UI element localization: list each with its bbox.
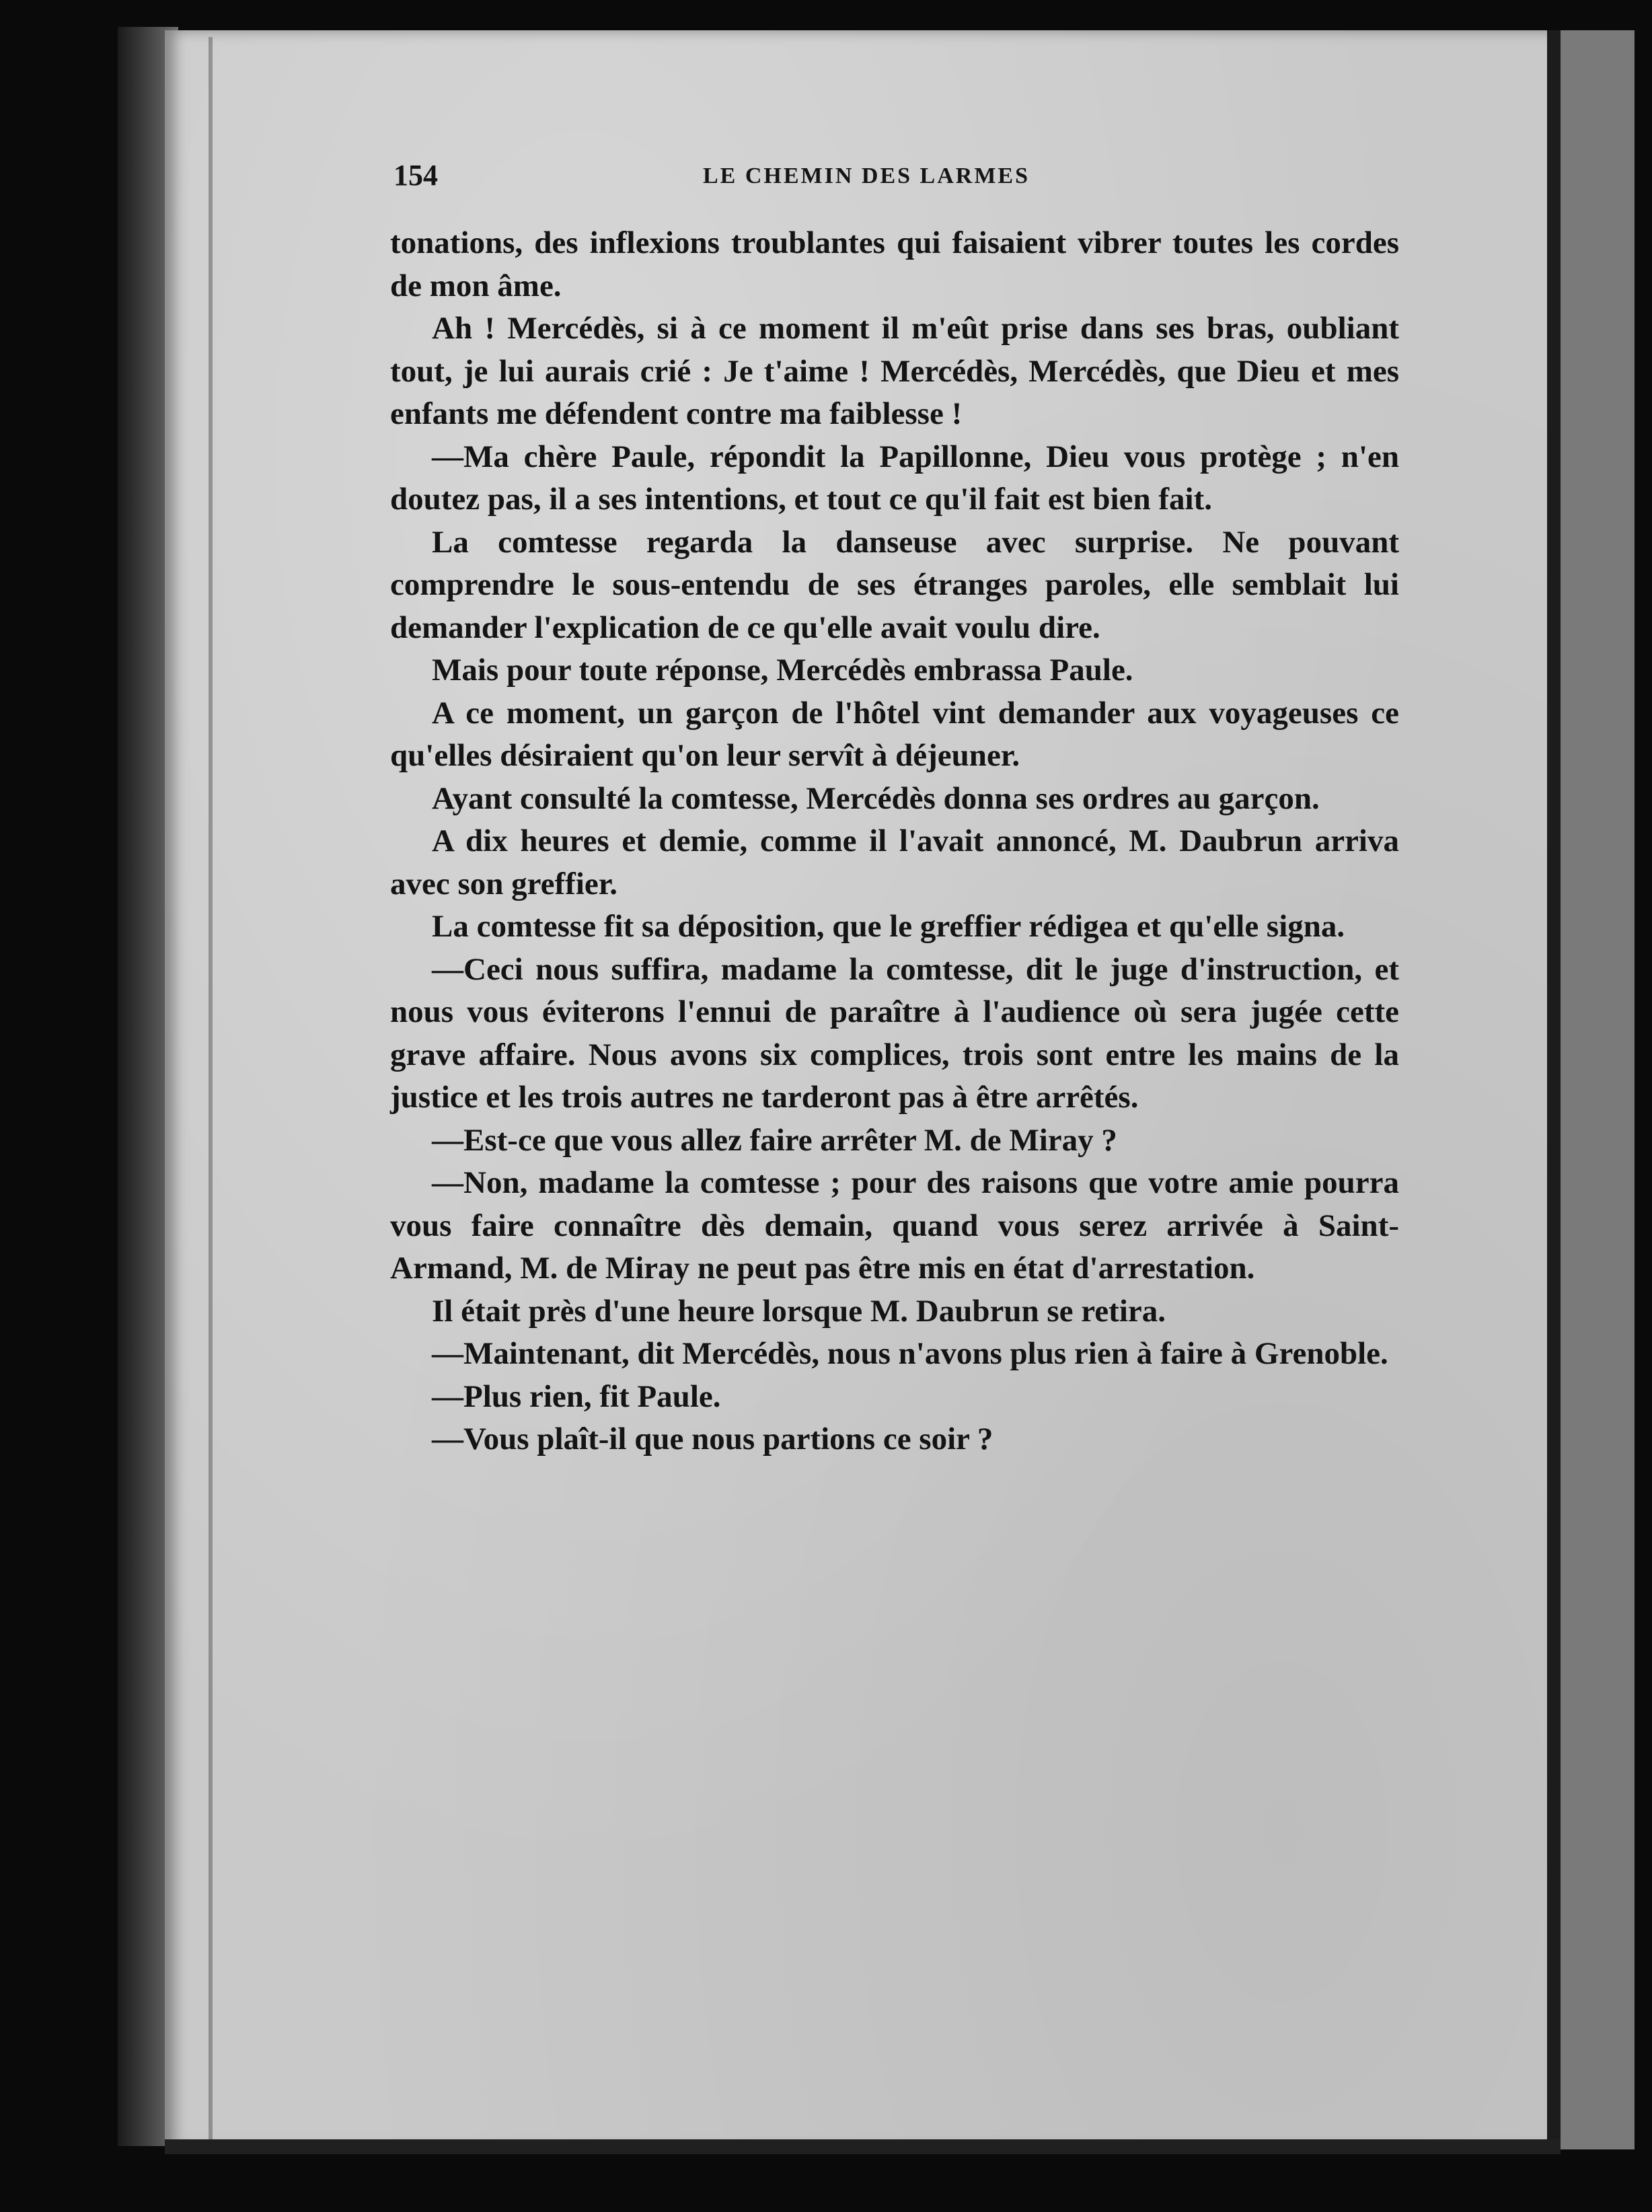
paragraph: —Plus rien, fit Paule. [432, 1378, 721, 1414]
paragraph: La comtesse fit sa déposition, que le greffier rédigea et qu'elle signa. [432, 909, 1345, 944]
paragraph: —Ceci nous suffira, madame la comtesse, dit le juge d'instruction, et nous vous éviterons l'ennui de paraître à l'audience où sera jugée cette grave affaire. Nous avons six complices, trois sont entre les mains de la justice et les trois autres ne tarderont pas à être arrêtés. [390, 951, 1399, 1115]
paragraph: —Non, madame la comtesse ; pour des raisons que votre amie pourra vous faire connaître dès demain, quand vous serez arrivée à Saint-Armand, M. de Miray ne peut pas être mis en état d'arrestation. [390, 1165, 1399, 1286]
body-text [390, 222, 1399, 1461]
paragraph: Ayant consulté la comtesse, Mercédès donna ses ordres au garçon. [432, 780, 1320, 816]
page-header [393, 158, 1402, 198]
page-bottom-edge [165, 2139, 1561, 2154]
paragraph: A ce moment, un garçon de l'hôtel vint demander aux voyageuses ce qu'elles désiraient qu'on leur servît à déjeuner. [390, 695, 1399, 773]
page-number: 154 [393, 159, 438, 192]
paragraph: —Vous plaît-il que nous partions ce soir ? [432, 1422, 993, 1457]
running-head: LE CHEMIN DES LARMES [703, 163, 1030, 188]
paragraph: —Maintenant, dit Mercédès, nous n'avons plus rien à faire à Grenoble. [432, 1336, 1388, 1371]
paragraph: Il était près d'une heure lorsque M. Daubrun se retira. [432, 1293, 1166, 1329]
paragraph: —Ma chère Paule, répondit la Papillonne, Dieu vous protège ; n'en doutez pas, il a ses intentions, et tout ce qu'il fait est bien fait. [390, 439, 1399, 517]
paragraph: tonations, des inflexions troublantes qui faisaient vibrer toutes les cordes de mon âme. [390, 225, 1399, 303]
paragraph: —Est-ce que vous allez faire arrêter M. de Miray ? [432, 1122, 1117, 1158]
paragraph: Mais pour toute réponse, Mercédès embrassa Paule. [432, 653, 1133, 688]
paragraph: Ah ! Mercédès, si à ce moment il m'eût prise dans ses bras, oubliant tout, je lui aurais crié : Je t'aime ! Mercédès, Mercédès, que Dieu et mes enfants me défendent contre ma faiblesse ! [390, 311, 1399, 431]
facing-page-strip [1561, 30, 1635, 2149]
page-right-edge [1547, 30, 1561, 2149]
page-gutter-line [209, 37, 213, 2143]
paragraph: A dix heures et demie, comme il l'avait annoncé, M. Daubrun arriva avec son greffier. [390, 823, 1399, 901]
paragraph: La comtesse regarda la danseuse avec surprise. Ne pouvant comprendre le sous-entendu de ses étranges paroles, elle semblait lui demander l'explication de ce qu'elle avait voulu dire. [390, 524, 1399, 645]
